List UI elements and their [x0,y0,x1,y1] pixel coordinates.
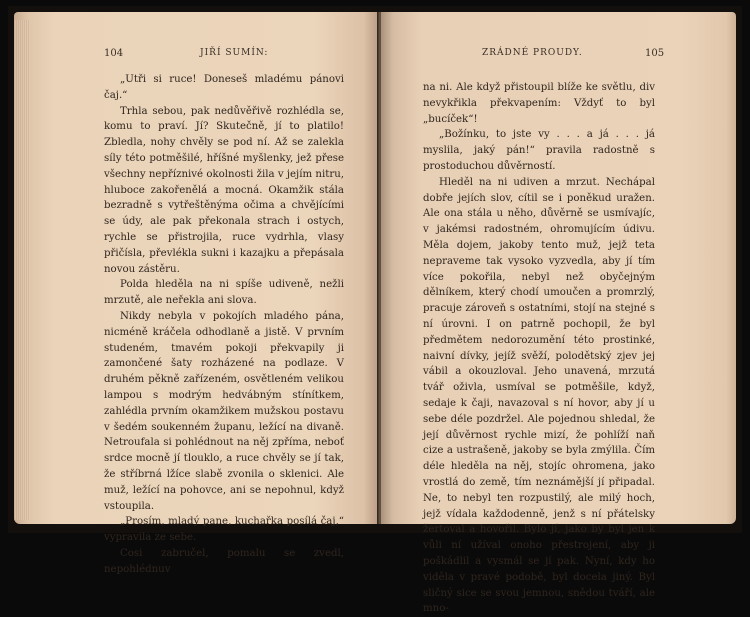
paragraph: „Utři si ruce! Doneseš mladému pánovi čaj.“ [104,74,344,101]
paragraph: „Božínku, to jste vy . . . a já . . . já myslila, jaký pán!“ pravila radostně s prostoduchou důvěrností. [423,129,655,172]
paragraph: na ni. Ale když přistoupil blíže ke světlu, div nevykřikla překvapením: Vždyť to byl „bucíček“! [423,82,655,125]
right-page-number: 105 [645,48,665,59]
paragraph: Hleděl na ni udiven a mrzut. Nechápal dobře jejích slov, cítil se i poněkud uražen. Ale ona stála u něho, důvěrně se usmívajíc, v jakémsi radostném, ohromujícím údivu. Měla dojem, jakoby tento muž, jejž teta nepraveme tak vysoko vyzvedla, aby jí tím více pokořila, nebyl než obyčejným dělníkem, který chodí umoučen a promrzlý, pracuje zároveň s ostatními, stojí na stejné s ní úrovni. I on patrně pochopil, že byl předmětem nedorozumění této prostinké, naivní dívky, jejíž svěží, polodětský zjev jej vábil a okouzloval. Jeho unavená, mrzutá tvář oživla, usmíval se potměšile, když, sedaje k čaji, navazoval s ní hovor, aby jí u sebe déle pozdržel. Ale pojednou shledal, že její důvěrnost rychle mizí, že pohlíží naň cize a ustrašeně, jakoby se byla zmýlila. Čím déle hleděla na něj, stojíc ohromena, jako vrostlá do země, tím neznámější jí připadal. Ne, to nebyl ten rozpustilý, ale milý hoch, jejž vídala každodenně, jenž s ní přátelsky žertoval a hovořil. Bylo jí, jako by byl jen k vůli ní užíval onoho přestrojení, aby ji poškádlil a vysmál se jí pak. Nyní, kdy ho viděla v pravé podobě, byl docela jiný. Byl sličný sice se svou jemnou, snědou tváří, ale mno- [423,176,655,615]
paragraph: Nikdy nebyla v pokojích mladého pána, nicméně kráčela odhodlaně a jistě. V prvním studeném, tmavém pokoji překvapily ji zamončené šaty rozházené na podlaze. V druhém pěkně zařízeném, osvětleném velikou lampou s modrým hedvábným stínítkem, zahlédla prvním okamžikem mužskou postavu v šedém soukenném županu, ležící na divaně. Netroufala si pohlédnout na něj zpříma, neboť srdce mocně jí tlouklo, a ruce chvěly se jí tak, že stříbrná lžíce slabě zvonila o sklenici. Ale muž, ležící na pohovce, ani se nepohnul, když vstoupila. [104,310,344,512]
left-page-text [104,72,344,578]
left-page-number: 104 [104,48,124,59]
paragraph: Polda hleděla na ni spíše udiveně, nežli mrzutě, ale neřekla ani slova. [104,279,344,307]
paragraph: „Prosím, mladý pane, kuchařka posílá čaj,“ vypravila ze sebe. [104,516,344,544]
paragraph: Trhla sebou, pak nedůvěřivě rozhlédla se, komu to praví. Jí? Skutečně, jí to platilo! Zbledla, nohy chvěly se pod ní. Až se zalekla síly této potměšilé, hříšné myšlenky, jež přese všechny nepříznivé okolnosti žila v jejím nitru, hluboce zakořenělá a mocná. Okamžik stála bezradně s vytřeštěnýma očima a chvějícími se údy, ale pak překonala strach i ostych, rychle se přistrojila, ruce vydrhla, vlasy přičísla, převlékla sukni i kazajku a přepásala novou zástěru. [104,105,344,275]
right-page-text [423,80,655,617]
page-edges [14,20,30,520]
paragraph: Cosi zabručel, pomalu se zvedl, nepohlédnuv [104,547,344,575]
right-running-head: ZRÁDNÉ PROUDY. [482,48,583,58]
left-running-head: JIŘÍ SUMÍN: [200,48,269,58]
